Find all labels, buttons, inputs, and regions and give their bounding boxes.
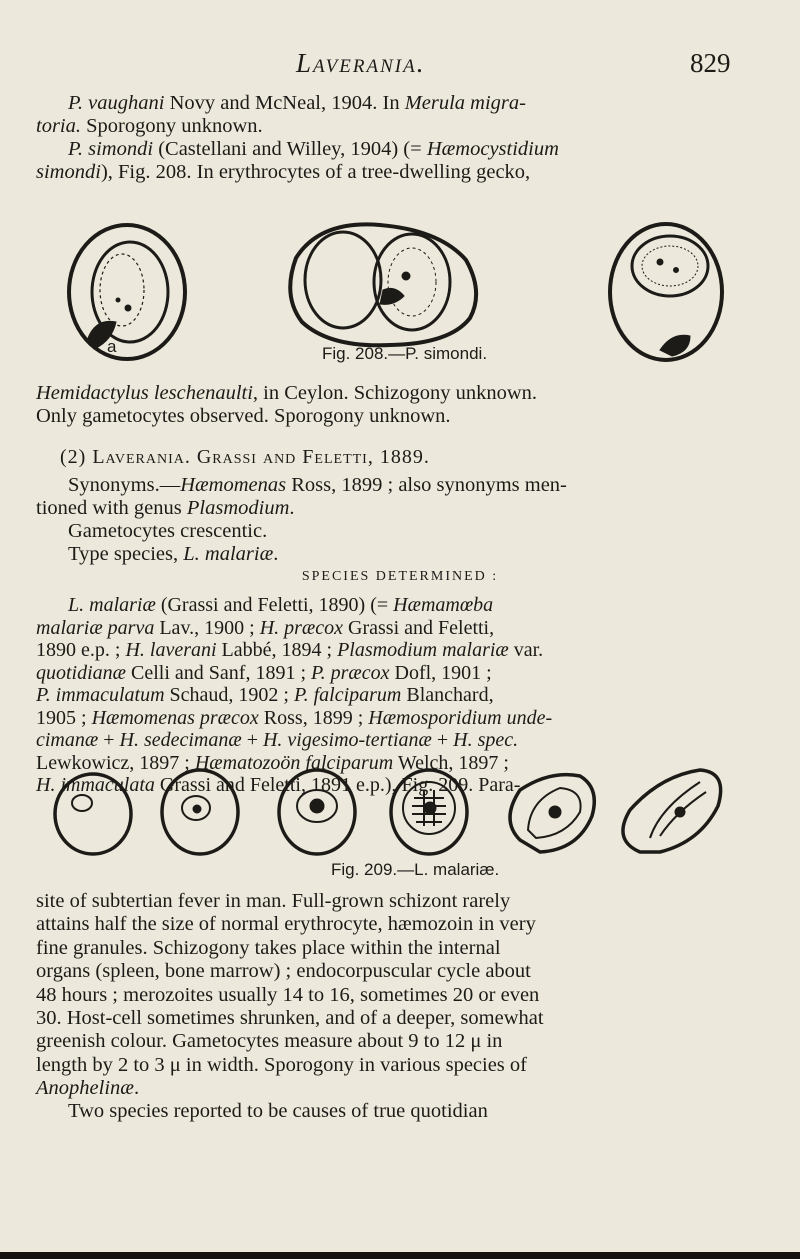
text-run: , in Ceylon. Schizogony unknown.	[252, 382, 538, 404]
text-line: greenish colour. Gametocytes measure about 9 to 12 μ in	[36, 1030, 503, 1053]
host-name: Merula migra-	[404, 92, 526, 114]
taxon-name: Hæmatozoön falciparum	[194, 751, 394, 774]
text-run: .	[133, 1077, 140, 1100]
figure-208-caption: Fig. 208.—P. simondi.	[322, 344, 488, 363]
text-run: (Grassi and Feletti, 1890) (=	[155, 594, 394, 616]
taxon-name: P. præcox	[311, 661, 390, 684]
text-run: .	[289, 497, 295, 519]
genus-name: Plasmodium	[186, 497, 290, 519]
taxon-name: H. præcox	[259, 616, 344, 639]
synonym-name: Hæmomenas	[180, 474, 287, 496]
taxon-name: cimanæ	[36, 729, 99, 751]
text-run: Grassi and Feletti,	[343, 616, 495, 639]
taxon-name: quotidianæ	[36, 661, 127, 684]
genus-name: Anophelinæ	[36, 1077, 134, 1100]
synonym-name: Hæmocystidium	[426, 138, 559, 160]
paragraph-subtertian	[36, 890, 762, 1101]
taxon-name: L. malariæ	[68, 594, 156, 616]
text-run: +	[241, 729, 263, 751]
text-line: Only gametocytes observed. Sporogony unknown.	[36, 405, 451, 427]
text-line: 30. Host-cell sometimes shrunken, and of a deeper, somewhat	[36, 1007, 544, 1030]
taxon-name: Plasmodium malariæ	[337, 639, 509, 661]
species-name: P. simondi	[68, 138, 154, 160]
text-run: Labbé, 1894 ;	[216, 639, 338, 661]
bottom-rule	[0, 1252, 800, 1259]
host-name: Hemidactylus leschenaulti	[36, 382, 253, 404]
text-run: .	[273, 543, 279, 565]
text-run: Novy and McNeal, 1904. In	[164, 92, 405, 114]
malaria-cell-4	[391, 770, 467, 854]
text-run: Lav., 1900 ;	[154, 616, 260, 639]
text-run: (Castellani and Willey, 1904) (=	[153, 138, 427, 160]
host-name: toria.	[36, 115, 81, 137]
figure-209-caption: Fig. 209.—L. malariæ.	[331, 860, 500, 879]
type-label: Type species,	[68, 543, 184, 565]
figure-label-a: a	[107, 337, 117, 356]
text-run: Ross, 1899 ;	[258, 706, 369, 729]
gametocytes-line: Gametocytes crescentic.	[68, 520, 268, 542]
text-run: ), Fig. 208. In erythrocytes of a tree-dwelling gecko,	[100, 161, 531, 183]
text-line: length by 2 to 3 μ in width. Sporogony in various species of	[36, 1053, 527, 1076]
malaria-cell-5	[510, 775, 594, 852]
text-line: site of subtertian fever in man. Full-grown schizont rarely	[36, 890, 511, 912]
taxon-name: H. laverani	[125, 639, 217, 661]
taxon-name: Hæmamœba	[393, 594, 494, 616]
paragraph-quotidian: Two species reported to be causes of true quotidian	[68, 1100, 488, 1122]
taxon-name: P. falciparum	[293, 684, 402, 706]
text-run: 1905 ;	[36, 706, 92, 729]
synonyms-label: Synonyms.—	[68, 474, 181, 496]
text-run: Welch, 1897 ;	[393, 751, 509, 774]
text-line: organs (spleen, bone marrow) ; endocorpuscular cycle about	[36, 960, 531, 983]
genus-heading: (2) Laverania. Grassi and Feletti, 1889.	[60, 446, 430, 468]
text-run: +	[431, 729, 454, 751]
text-run: +	[98, 729, 120, 751]
text-run: var.	[508, 639, 544, 661]
text-line: attains half the size of normal erythrocyte, hæmozoin in very	[36, 913, 536, 936]
text-run: 1890 e.p. ;	[36, 639, 126, 661]
malaria-cell-6	[623, 770, 721, 852]
text-run: Dofl, 1901 ;	[389, 661, 492, 684]
text-run: Blanchard,	[401, 684, 494, 706]
taxon-name: H. vigesimo-tertianæ	[262, 729, 432, 751]
text-run: Sporogony unknown.	[81, 115, 263, 137]
text-run: Lewkowicz, 1897 ;	[36, 751, 195, 774]
taxon-name: H. sedecimanæ	[119, 729, 242, 751]
species-name: P. vaughani	[68, 92, 165, 114]
malaria-cell-2	[162, 770, 238, 854]
species-determined-heading: SPECIES DETERMINED :	[301, 569, 499, 584]
text-run: tioned with genus	[36, 497, 187, 519]
malaria-cell-1	[55, 774, 131, 854]
text-line: 48 hours ; merozoites usually 14 to 16, sometimes 20 or even	[36, 983, 540, 1006]
text-run: Celli and Sanf, 1891 ;	[126, 661, 311, 684]
type-species: L. malariæ	[183, 543, 274, 565]
taxon-name: P. immaculatum	[36, 684, 165, 706]
synonym-name: simondi	[36, 161, 101, 183]
malaria-cell-3	[279, 770, 355, 854]
taxon-name: Hæmosporidium unde-	[368, 706, 553, 729]
running-title: Laverania.	[296, 48, 426, 78]
text-run: Grassi and Feletti, 1891 e.p.), Fig. 209. Para-	[154, 774, 521, 796]
taxon-name: Hæmomenas præcox	[91, 706, 259, 729]
taxon-name: H. spec.	[453, 729, 519, 751]
text-run: Schaud, 1902 ;	[164, 684, 294, 706]
taxon-name: H. immaculata	[36, 774, 155, 796]
text-run: Ross, 1899 ; also synonyms men-	[286, 474, 567, 496]
taxon-name: malariæ parva	[36, 616, 155, 639]
page-number: 829	[690, 48, 731, 78]
text-line: fine granules. Schizogony takes place within the internal	[36, 936, 501, 959]
